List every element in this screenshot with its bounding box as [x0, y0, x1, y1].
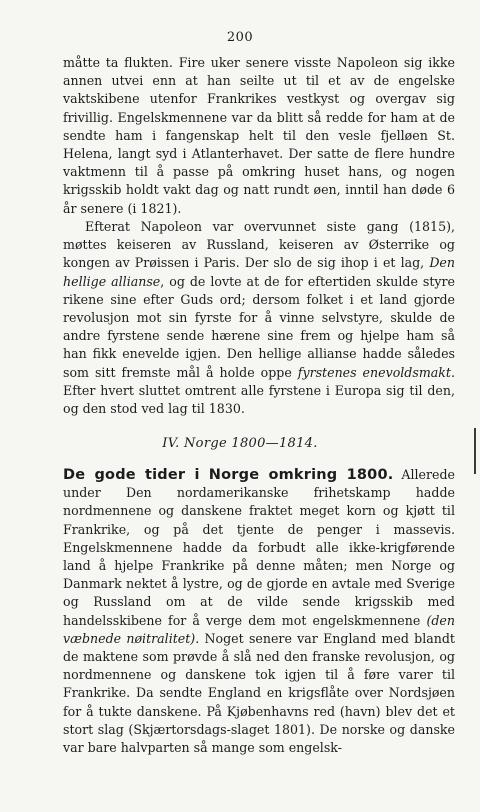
paragraph-text: , og de lovte at de for eftertiden skulde styre rikene sine efter Guds ord; dersom folket i et land gjorde revolusjon mot sin fyrste for å vinne selvstyre, skulde de andre fyrstene sende hærene sine frem og hjelpe ham så han fikk enevelde igjen. Den hellige allianse hadde således som sitt fremste mål å holde oppe	[63, 273, 455, 380]
section-heading: IV. Norge 1800—1814.	[162, 436, 318, 451]
paragraph-text: Allerede under Den nordamerikanske frihetskamp hadde nordmennene og danskene fraktet meget korn og kjøtt til Frankrike, og på det tjente de penger i massevis. Engelskmennene hadde da forbudt alle ikke-krigførende land å hjelpe Frankrike på denne måten; men Norge og Danmark nektet å lystre, og de gjorde en avtale med Sverige og Russland om at de vilde sende krigsskib med handelsskibene for å verge dem mot engelskmennene	[63, 467, 455, 628]
scan-edge-mark	[474, 428, 476, 474]
italic-term-holy-alliance: Den hellige allianse	[63, 255, 455, 289]
paragraph-holy-alliance	[63, 218, 455, 418]
paragraph-good-times-norway	[63, 466, 455, 757]
run-in-heading: De gode tider i Norge omkring 1800.	[63, 467, 394, 483]
paragraph-text: . Efter hvert sluttet omtrent alle fyrstene i Europa sig til den, og den stod ved lag til 1830.	[63, 364, 455, 417]
italic-term-armed-neutrality: (den væbnede nøitralitet)	[63, 612, 455, 646]
paragraph-text: Efterat Napoleon var overvunnet siste gang (1815), møttes keiseren av Russland, keiseren av Østerrike og kongen av Prøissen i Paris. Der slo de sig ihop i et lag,	[63, 219, 455, 271]
italic-term-autocracy: fyrstenes enevoldsmakt	[297, 364, 451, 380]
page-number: 200	[226, 30, 254, 45]
paragraph-text: . Noget senere var England med blandt de maktene som prøvde å slå ned den franske revolusjon, og nordmennene og danskene tok igjen til å føre varer til Frankrike. Da sendte England en krigsflåte over Nordsjøen for å tukte danskene. På Kjøbenhavns red (havn) blev det et stort slag (Skjærtorsdags-slaget 1801). De norske og danske var bare halvparten så mange som engelsk-	[63, 630, 455, 756]
paragraph-napoleon-exile: måtte ta flukten. Fire uker senere visste Napoleon sig ikke annen utvei enn at han seilte ut til et av de engelske vaktskibene utenfor Frankrikes vestkyst og overgav sig frivillig. Engelskmennene var da blitt så redde for ham at de sendte ham i fangenskap helt til den vesle fjelløen St. Helena, langt syd i Atlanterhavet. Der satte de flere hundre vaktmenn til å passe på omkring huset hans, og nogen krigsskib holdt vakt dag og natt rundt øen, inntil han døde 6 år senere (i 1821).	[63, 55, 455, 216]
